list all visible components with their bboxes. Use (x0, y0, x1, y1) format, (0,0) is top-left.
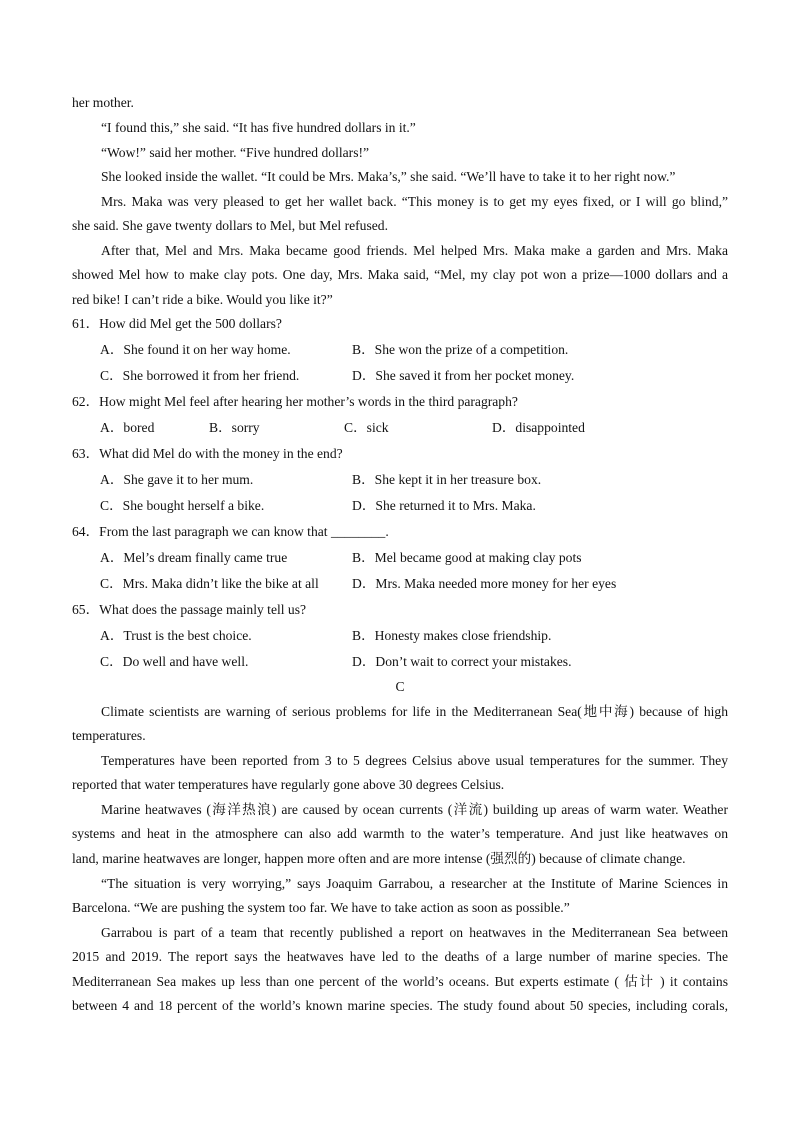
story-paragraph: She looked inside the wallet. “It could be Mrs. Maka’s,” she said. “We’ll have to take it to her right now.” (101, 169, 676, 184)
option-d: D．She returned it to Mrs. Maka. (352, 498, 536, 513)
passage-line: between 4 and 18 percent of the world’s known marine species. The study found about 50 species, including corals, (72, 998, 728, 1013)
option-a: A．She gave it to her mum. (100, 472, 254, 487)
option-b: B．Honesty makes close friendship. (352, 628, 552, 643)
option-c: C．She borrowed it from her friend. (100, 368, 300, 383)
passage-paragraph: “The situation is very worrying,” says Joaquim Garrabou, a researcher at the Institute of Marine Sciences in (101, 876, 728, 891)
option-a: A．She found it on her way home. (100, 342, 291, 357)
passage-line: reported that water temperatures have regularly gone above 30 degrees Celsius. (72, 777, 505, 792)
story-line: her mother. (72, 95, 134, 110)
option-a: A．Trust is the best choice. (100, 628, 252, 643)
story-line: red bike! I can’t ride a bike. Would you like it?” (72, 292, 333, 307)
story-paragraph: “Wow!” said her mother. “Five hundred dollars!” (101, 145, 370, 160)
option-d: D．She saved it from her pocket money. (352, 368, 575, 383)
option-d: D．Don’t wait to correct your mistakes. (352, 654, 572, 669)
passage-line: Mediterranean Sea makes up less than one percent of the world’s oceans. But experts estimate ( 估计 ) it contains (72, 974, 728, 989)
passage-line: temperatures. (72, 728, 146, 743)
option-a: A．Mel’s dream finally came true (100, 550, 288, 565)
option-c: C．She bought herself a bike. (100, 498, 265, 513)
question-stem: 62．How might Mel feel after hearing her mother’s words in the third paragraph? (72, 394, 518, 409)
option-c: C．Mrs. Maka didn’t like the bike at all (100, 576, 319, 591)
option-b: B．She kept it in her treasure box. (352, 472, 542, 487)
passage-paragraph: Temperatures have been reported from 3 to 5 degrees Celsius above usual temperatures for the summer. They (101, 753, 728, 768)
question-stem: 64．From the last paragraph we can know that ________. (72, 524, 389, 539)
passage-paragraph: Marine heatwaves (海洋热浪) are caused by ocean currents (洋流) building up areas of warm water. Weather (101, 802, 728, 817)
passage-paragraph: Climate scientists are warning of serious problems for life in the Mediterranean Sea(地中海) because of high (101, 704, 728, 719)
option-d: D．disappointed (492, 420, 585, 435)
story-line: she said. She gave twenty dollars to Mel, but Mel refused. (72, 218, 388, 233)
question-stem: 63．What did Mel do with the money in the end? (72, 446, 343, 461)
passage-line: Barcelona. “We are pushing the system too far. We have to take action as soon as possible.” (72, 900, 570, 915)
passage-line: systems and heat in the atmosphere can also add warmth to the water’s temperature. And just like heatwaves on (72, 826, 728, 841)
passage-line: 2015 and 2019. The report says the heatwaves have led to the deaths of a large number of marine species. The (72, 949, 728, 964)
passage-line: land, marine heatwaves are longer, happen more often and are more intense (强烈的) because of climate change. (72, 851, 686, 866)
story-paragraph: After that, Mel and Mrs. Maka became good friends. Mel helped Mrs. Maka make a garden and Mrs. Maka (101, 243, 728, 258)
option-a: A．bored (100, 420, 155, 435)
story-paragraph: Mrs. Maka was very pleased to get her wallet back. “This money is to get my eyes fixed, or I will go blind,” (101, 194, 728, 209)
option-c: C．sick (344, 420, 389, 435)
option-c: C．Do well and have well. (100, 654, 249, 669)
option-b: B．sorry (209, 420, 260, 435)
option-d: D．Mrs. Maka needed more money for her eyes (352, 576, 617, 591)
section-heading: C (395, 679, 405, 694)
question-stem: 61．How did Mel get the 500 dollars? (72, 316, 282, 331)
option-b: B．Mel became good at making clay pots (352, 550, 582, 565)
story-paragraph: “I found this,” she said. “It has five hundred dollars in it.” (101, 120, 416, 135)
story-line: showed Mel how to make clay pots. One day, Mrs. Maka said, “Mel, my clay pot won a prize—1000 dollars and a (72, 267, 728, 282)
question-stem: 65．What does the passage mainly tell us? (72, 602, 307, 617)
option-b: B．She won the prize of a competition. (352, 342, 569, 357)
passage-paragraph: Garrabou is part of a team that recently published a report on heatwaves in the Mediterranean Sea between (101, 925, 728, 940)
